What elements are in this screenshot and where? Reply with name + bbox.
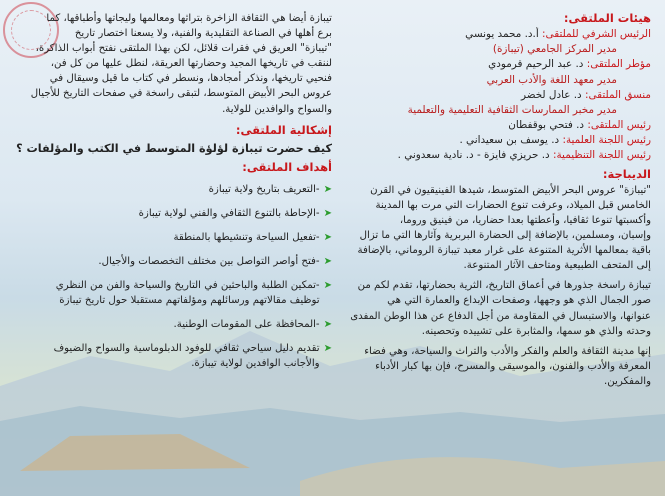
- goal-text: -تمكين الطلبة والباحثين في التاريخ والسياحة والفن من النظري: [55, 279, 320, 291]
- goal-text: تقديم دليل سياحي ثقافي للوفود الدبلوماسية والسواح والضيوف: [53, 342, 320, 354]
- check-arrow-icon: ➤: [323, 231, 332, 243]
- goal-text: -التعريف بتاريخ ولاية تيبازة: [208, 183, 320, 195]
- scientific-committee-label: رئيس اللجنة العلمية:: [562, 134, 651, 147]
- coordinator-role: مدير مخبر الممارسات الثقافية التعليمية والتعلمية: [407, 103, 617, 116]
- goal-item: [14, 317, 332, 332]
- goal-item: [14, 230, 332, 245]
- preamble-line: الخامس قبل الميلاد، وعرفت تنوع الحضارات التي مرت بها المدينة: [375, 199, 651, 211]
- preamble-line: إلى المتحف الطبيعية ومتاحف الآثار المتنوعة.: [463, 260, 651, 272]
- supervisor-row: [333, 57, 651, 72]
- goal-text: توظيف مقالاتهم ورسائلهم ومؤلفاتهم مستقبلا حول تاريخ تيبازة: [59, 294, 320, 306]
- honorary-president-role: مدير المركز الجامعي (تيبازة): [492, 43, 617, 56]
- goal-text: -المحافظة على المقومات الوطنية.: [173, 318, 320, 330]
- intro-line: فنحيي تاريخها، ونذكر أمجادها، ونسطر في كتاب ما قيل وسيقال في: [49, 73, 332, 85]
- preamble-paragraph-1: [333, 183, 651, 274]
- preamble-heading: الديباجة:: [602, 166, 651, 181]
- supervisor-role: مدير معهد اللغة والأدب العربي: [486, 73, 617, 86]
- goal-text: والأجانب الوافدين لولاية تيبازة.: [191, 357, 320, 369]
- left-column: [14, 8, 332, 490]
- goal-item: [14, 254, 332, 269]
- problem-heading: إشكالية الملتقى:: [235, 122, 332, 137]
- goal-text: -الإحاطة بالتنوع الثقافي والفني لولاية تيبازة: [138, 207, 320, 219]
- honorary-president-label: الرئيس الشرفي للملتقى:: [542, 28, 651, 40]
- organizing-committee-value: د. حريزي فايزة - د. نادية سعدوني .: [397, 149, 550, 162]
- organizing-committee-label: رئيس اللجنة التنظيمية:: [552, 149, 651, 162]
- problem-question: كيف حضرت تيبازة لؤلؤة المتوسط في الكتب والمؤلفات ؟: [16, 141, 332, 155]
- check-arrow-icon: ➤: [323, 342, 332, 354]
- preamble-line: والمفكرين.: [604, 375, 651, 387]
- intro-paragraph: [14, 11, 332, 117]
- goal-item: [14, 341, 332, 371]
- coordinator-value: د. عادل لخضر: [520, 88, 582, 101]
- supervisor-label: مؤطر الملتقى:: [586, 58, 651, 71]
- coordinator-label: منسق الملتقى:: [585, 88, 651, 101]
- goal-text: -تفعيل السياحة وتنشيطها بالمنطقة: [173, 231, 320, 243]
- coordinator-row: [333, 88, 651, 103]
- honorary-president-value: أ.د. محمد يونسي: [465, 28, 539, 40]
- preamble-line: عنوانها، والاستبسال في المقاومة من أجل الدفاع عن هذا الوطن المفدى: [350, 310, 651, 322]
- goal-item: [14, 182, 332, 197]
- chair-label: رئيس الملتقى:: [587, 118, 651, 131]
- preamble-line: "تيبازة" عروس البحر الأبيض المتوسط، شيدها الفينيقيون في القرن: [370, 184, 651, 196]
- preamble-line: إنها مدينة الثقافة والعلم والفكر والأدب والتراث والسياحة، وهي فضاء: [364, 345, 651, 357]
- committees-heading: هيئات الملتقى:: [563, 11, 651, 25]
- right-column: [333, 8, 651, 490]
- supervisor-value: د. عبد الرحيم قرمودي: [488, 58, 584, 71]
- goal-item: [14, 278, 332, 308]
- check-arrow-icon: ➤: [323, 255, 332, 267]
- scientific-committee-value: د. يوسف بن سعيداني .: [459, 134, 560, 147]
- preamble-line: باقية بمعالمها الأثرية المتنوعة على غرار معبد تيبازة الروماني، بالإضافة: [357, 245, 651, 257]
- chair-row: [333, 118, 651, 133]
- preamble-paragraph-2: [333, 278, 651, 338]
- check-arrow-icon: ➤: [323, 207, 332, 219]
- preamble-line: وحدته والذي هو سمها، والمثابرة على تشييده وتحصينه.: [421, 325, 651, 337]
- preamble-line: تيبازة راسخة جذورها في أعماق التاريخ، الثرية بحضارتها، تقدم لكم من: [357, 280, 651, 292]
- intro-line: لننقب في تاريخها المجيد وحضارتها العريقة، لنطل عليها من كل فن،: [50, 58, 332, 70]
- intro-line: عروس البحر الأبيض المتوسط، لتبقى راسخة في صفحات التاريخ للأجيال: [30, 88, 332, 100]
- scientific-committee-row: [333, 133, 651, 148]
- intro-line: "تيبازة" العريق في فقرات قلائل، لكن بهذا الملتقى نفتح أبواب الذاكرة،: [35, 43, 332, 55]
- organizing-committee-row: [333, 148, 651, 163]
- preamble-paragraph-3: [333, 344, 651, 389]
- intro-line: والسواح والوافدين للولاية.: [222, 103, 332, 115]
- check-arrow-icon: ➤: [323, 318, 332, 330]
- goals-heading: أهداف الملتقى:: [242, 159, 332, 174]
- preamble-line: وأكسبتها تنوعا ثقافيا، وأعطتها بعدا حضاريا، من فينيق وروما،: [399, 214, 651, 226]
- goal-item: [14, 206, 332, 221]
- check-arrow-icon: ➤: [323, 183, 332, 195]
- preamble-line: وإسبان، ومسلمين، بالإضافة إلى الحضارة البربرية وآثارها التي ما تزال: [359, 230, 651, 242]
- intro-line: تيبازة أيضا هي الثقافة الزاخرة بتراثها ومعالمها وليجاتها وأطباقها، كما: [46, 13, 332, 24]
- preamble-line: المعرفة والأدب والفنون، والموسيقى والمسرح، فإن بها كبار الأدباء: [375, 360, 651, 372]
- chair-value: د. فتحي بوقفطان: [508, 118, 585, 131]
- check-arrow-icon: ➤: [323, 279, 332, 291]
- goal-text: -فتح أواصر التواصل بين مختلف التخصصات والأجيال.: [98, 255, 320, 267]
- preamble-line: صور الجمال الذي هو وجهها، وصفحات الإبداع والعمارة التي هي: [387, 295, 651, 307]
- honorary-president-row: [333, 27, 651, 42]
- intro-line: برع أهلها في الصناعة التقليدية والفنية، ولا يسعنا اختصار تاريخ: [74, 28, 332, 40]
